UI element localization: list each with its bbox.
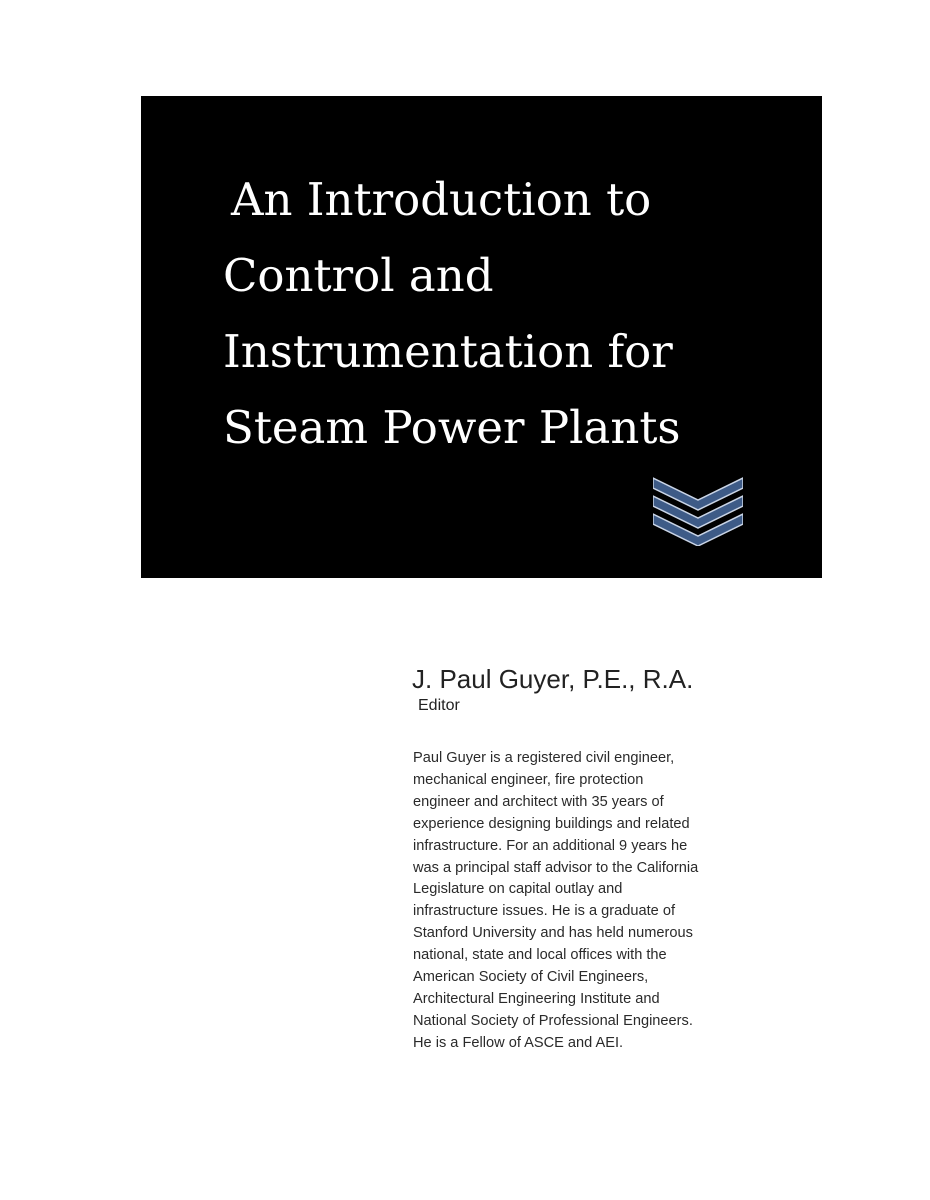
author-role: Editor [418, 697, 460, 714]
author-bio [413, 748, 783, 1055]
title-line: Control and [223, 249, 494, 302]
bio-line: infrastructure. For an additional 9 years he [413, 837, 688, 854]
bio-line: was a principal staff advisor to the California [413, 859, 699, 876]
bio-line: Architectural Engineering Institute and [413, 990, 660, 1007]
bio-line: experience designing buildings and related [413, 815, 690, 832]
title-line: Instrumentation for [223, 325, 673, 378]
bio-line: National Society of Professional Engineers. [413, 1012, 693, 1029]
bio-line: American Society of Civil Engineers, [413, 969, 649, 986]
bio-line: national, state and local offices with the [413, 947, 667, 964]
book-title [223, 162, 783, 466]
bio-line: infrastructure issues. He is a graduate of [413, 903, 676, 920]
title-line: Steam Power Plants [223, 401, 681, 454]
title-line: An Introduction to [231, 173, 652, 226]
bio-line: engineer and architect with 35 years of [413, 793, 664, 810]
title-block [141, 96, 822, 578]
triple-chevron-down-icon [653, 474, 743, 546]
author-name: J. Paul Guyer, P.E., R.A. [412, 664, 694, 694]
bio-line: He is a Fellow of ASCE and AEI. [413, 1034, 624, 1051]
bio-line: Legislature on capital outlay and [413, 881, 623, 898]
bio-line: Paul Guyer is a registered civil engineer, [413, 750, 675, 766]
bio-line: mechanical engineer, fire protection [413, 771, 644, 788]
bio-line: Stanford University and has held numerous [413, 925, 693, 942]
